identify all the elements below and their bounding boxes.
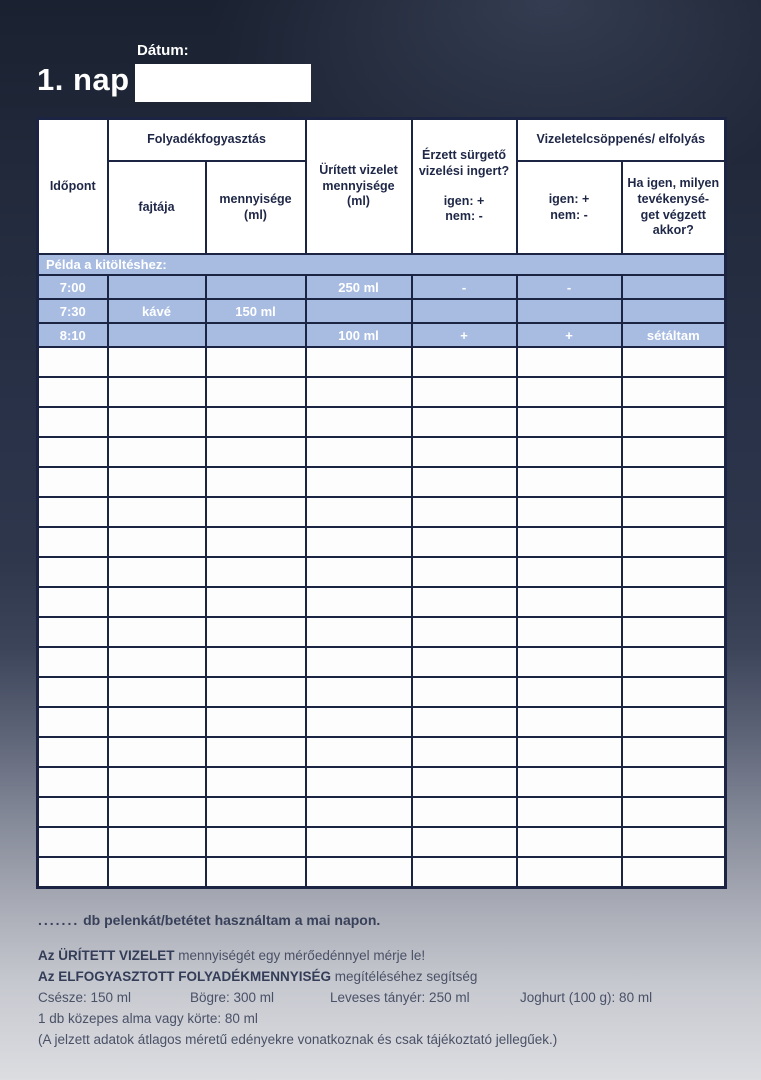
entry-cell (517, 767, 622, 797)
entry-cell (517, 707, 622, 737)
entry-cell (412, 707, 517, 737)
col-header-vizeletelcsoppenes: Vizeletelcsöppenés/ elfolyás (517, 119, 726, 162)
diary-table (36, 117, 727, 889)
example-row (38, 323, 726, 347)
entry-cell (38, 707, 108, 737)
entry-cell (517, 437, 622, 467)
urine-instruction-bold: Az ÜRÍTETT VIZELET (38, 948, 175, 963)
entry-cell (206, 827, 306, 857)
entry-cell (306, 677, 412, 707)
table-row (38, 737, 726, 767)
example-time-cell: 7:00 (38, 275, 108, 299)
entry-cell (306, 737, 412, 767)
table-row (38, 467, 726, 497)
entry-cell (622, 617, 726, 647)
disclaimer-line: (A jelzett adatok átlagos méretű edényekre vonatkoznak és csak tájékoztató jellegűek.) (38, 1032, 558, 1047)
entry-cell (622, 347, 726, 377)
col-header-ha-igen: Ha igen, milyen tevékenysé- get végzett akkor? (622, 161, 726, 254)
entry-cell (622, 827, 726, 857)
col-header-mennyisege: mennyisége (ml) (206, 161, 306, 254)
entry-cell (206, 437, 306, 467)
entry-cell (206, 857, 306, 888)
entry-cell (108, 587, 206, 617)
portion-yogurt: Joghurt (100 g): 80 ml (520, 990, 653, 1005)
elcsoppenes-yes-legend: igen: + (548, 191, 590, 206)
fluid-help-rest: megítéléséhez segítség (331, 969, 478, 984)
entry-cell (108, 437, 206, 467)
entry-cell (622, 467, 726, 497)
entry-cell (108, 737, 206, 767)
entry-cell (622, 857, 726, 888)
example-cell (622, 275, 726, 299)
entry-cell (38, 587, 108, 617)
example-cell: 100 ml (306, 323, 412, 347)
entry-cell (108, 797, 206, 827)
entry-cell (622, 677, 726, 707)
example-cell (306, 299, 412, 323)
entry-cell (412, 647, 517, 677)
entry-cell (622, 647, 726, 677)
fluid-help-line (38, 966, 728, 987)
entry-cell (306, 527, 412, 557)
elcsoppenes-no-legend: nem: - (550, 207, 588, 222)
erzett-inger-question: Érzett sürgető vizelési ingert? (418, 148, 510, 178)
entry-cell (108, 407, 206, 437)
date-input[interactable] (135, 64, 311, 102)
diaper-count-text: db pelenkát/betétet használtam a mai napon. (83, 912, 381, 928)
example-banner: Példa a kitöltéshez: (38, 254, 726, 275)
entry-cell (412, 437, 517, 467)
entry-cell (306, 467, 412, 497)
example-cell: - (412, 275, 517, 299)
table-row (38, 797, 726, 827)
table-row (38, 617, 726, 647)
entry-cell (108, 857, 206, 888)
entry-cell (517, 677, 622, 707)
table-row (38, 767, 726, 797)
entry-cell (517, 797, 622, 827)
example-cell (206, 275, 306, 299)
entry-cell (38, 797, 108, 827)
entry-cell (517, 497, 622, 527)
entry-cell (412, 677, 517, 707)
entry-cell (206, 677, 306, 707)
entry-cell (622, 797, 726, 827)
entry-cell (108, 767, 206, 797)
portion-soup-plate: Leveses tányér: 250 ml (330, 990, 470, 1005)
entry-cell (206, 557, 306, 587)
entry-cell (108, 557, 206, 587)
table-row (38, 587, 726, 617)
entry-cell (412, 827, 517, 857)
entry-cell (412, 527, 517, 557)
entry-cell (412, 857, 517, 888)
entry-cell (412, 557, 517, 587)
entry-cell (306, 617, 412, 647)
entry-cell (108, 497, 206, 527)
example-row (38, 275, 726, 299)
footer-notes (38, 910, 728, 1050)
entry-cell (306, 407, 412, 437)
entry-cell (108, 647, 206, 677)
entry-cell (306, 587, 412, 617)
portion-mug: Bögre: 300 ml (190, 990, 275, 1005)
entry-cell (206, 347, 306, 377)
entry-cell (38, 857, 108, 888)
entry-cell (622, 587, 726, 617)
example-time-cell: 8:10 (38, 323, 108, 347)
entry-cell (38, 347, 108, 377)
entry-cell (38, 497, 108, 527)
urine-instruction-rest: mennyiségét egy mérőedénnyel mérje le! (174, 948, 426, 963)
entry-cell (517, 407, 622, 437)
entry-cell (517, 827, 622, 857)
col-header-elcsoppenes-igen-nem (517, 161, 622, 254)
entry-cell (108, 347, 206, 377)
example-cell: - (517, 275, 622, 299)
entry-cell (108, 617, 206, 647)
entry-cell (306, 647, 412, 677)
entry-cell (38, 617, 108, 647)
example-banner-row (38, 254, 726, 275)
entry-cell (38, 767, 108, 797)
entry-cell (412, 497, 517, 527)
entry-cell (206, 527, 306, 557)
entry-cell (108, 677, 206, 707)
table-row (38, 857, 726, 888)
entry-cell (412, 767, 517, 797)
entry-cell (412, 347, 517, 377)
example-cell (108, 323, 206, 347)
entry-cell (622, 377, 726, 407)
date-label: Dátum: (137, 42, 189, 59)
entry-cell (206, 587, 306, 617)
entry-cell (38, 557, 108, 587)
col-header-erzett-inger (412, 119, 517, 255)
example-cell: 150 ml (206, 299, 306, 323)
entry-cell (306, 827, 412, 857)
page-title: 1. nap (37, 62, 130, 97)
entry-cell (412, 467, 517, 497)
example-cell (622, 299, 726, 323)
erzett-inger-yes-legend: igen: + (443, 193, 485, 208)
entry-cell (206, 617, 306, 647)
entry-cell (38, 827, 108, 857)
entry-cell (206, 737, 306, 767)
entry-cell (306, 797, 412, 827)
entry-cell (412, 737, 517, 767)
entry-cell (108, 527, 206, 557)
table-row (38, 407, 726, 437)
entry-cell (306, 857, 412, 888)
entry-cell (108, 377, 206, 407)
table-row (38, 437, 726, 467)
entry-cell (622, 437, 726, 467)
table-row (38, 707, 726, 737)
entry-cell (38, 437, 108, 467)
entry-cell (517, 467, 622, 497)
entry-cell (206, 797, 306, 827)
entry-cell (622, 737, 726, 767)
entry-cell (412, 797, 517, 827)
entry-cell (622, 767, 726, 797)
urine-instruction-line (38, 945, 728, 966)
fluid-help-bold: Az ELFOGYASZTOTT FOLYADÉKMENNYISÉG (38, 969, 332, 984)
entry-cell (517, 347, 622, 377)
entry-cell (38, 377, 108, 407)
fruit-portion-line: 1 db közepes alma vagy körte: 80 ml (38, 1011, 258, 1026)
entry-cell (206, 647, 306, 677)
table-row (38, 497, 726, 527)
entry-cell (206, 707, 306, 737)
example-cell (412, 299, 517, 323)
entry-cell (108, 827, 206, 857)
entry-cell (38, 467, 108, 497)
table-row (38, 347, 726, 377)
entry-cell (206, 767, 306, 797)
entry-cell (38, 737, 108, 767)
entry-cell (412, 407, 517, 437)
entry-cell (306, 437, 412, 467)
entry-cell (517, 617, 622, 647)
entry-cell (38, 677, 108, 707)
col-header-idopont: Időpont (38, 119, 108, 255)
table-row (38, 377, 726, 407)
entry-cell (412, 587, 517, 617)
entry-cell (517, 587, 622, 617)
table-row (38, 677, 726, 707)
entry-cell (517, 527, 622, 557)
portion-reference-line (38, 987, 728, 1008)
entry-cell (517, 377, 622, 407)
entry-cell (108, 467, 206, 497)
entry-cell (206, 407, 306, 437)
entry-cell (517, 737, 622, 767)
example-cell (108, 275, 206, 299)
example-cell: + (517, 323, 622, 347)
entry-cell (622, 527, 726, 557)
entry-cell (206, 377, 306, 407)
table-row (38, 527, 726, 557)
entry-cell (306, 347, 412, 377)
col-header-uritett-vizelet: Ürített vizelet mennyisége (ml) (306, 119, 412, 255)
entry-cell (517, 557, 622, 587)
entry-cell (38, 647, 108, 677)
entry-cell (38, 407, 108, 437)
erzett-inger-no-legend: nem: - (445, 209, 483, 224)
example-cell (206, 323, 306, 347)
table-row (38, 557, 726, 587)
example-cell: kávé (108, 299, 206, 323)
entry-cell (206, 497, 306, 527)
entry-cell (412, 617, 517, 647)
example-time-cell: 7:30 (38, 299, 108, 323)
entry-cell (412, 377, 517, 407)
diary-table-body (38, 254, 726, 888)
entry-cell (306, 707, 412, 737)
entry-cell (306, 557, 412, 587)
entry-cell (206, 467, 306, 497)
entry-cell (622, 407, 726, 437)
entry-cell (622, 497, 726, 527)
table-row (38, 827, 726, 857)
portion-cup: Csésze: 150 ml (38, 990, 132, 1005)
example-cell: sétáltam (622, 323, 726, 347)
example-cell: + (412, 323, 517, 347)
entry-cell (108, 707, 206, 737)
entry-cell (38, 527, 108, 557)
example-cell: 250 ml (306, 275, 412, 299)
entry-cell (622, 707, 726, 737)
diary-table-header (38, 119, 726, 255)
entry-cell (517, 647, 622, 677)
example-cell (517, 299, 622, 323)
col-header-folyadekfogyasztas: Folyadékfogyasztás (108, 119, 306, 162)
entry-cell (306, 377, 412, 407)
example-row (38, 299, 726, 323)
entry-cell (622, 557, 726, 587)
entry-cell (306, 767, 412, 797)
col-header-fajtaja: fajtája (108, 161, 206, 254)
entry-cell (517, 857, 622, 888)
diaper-count-line (38, 910, 728, 931)
entry-cell (306, 497, 412, 527)
diaper-count-blank: ....... (38, 912, 80, 928)
table-row (38, 647, 726, 677)
